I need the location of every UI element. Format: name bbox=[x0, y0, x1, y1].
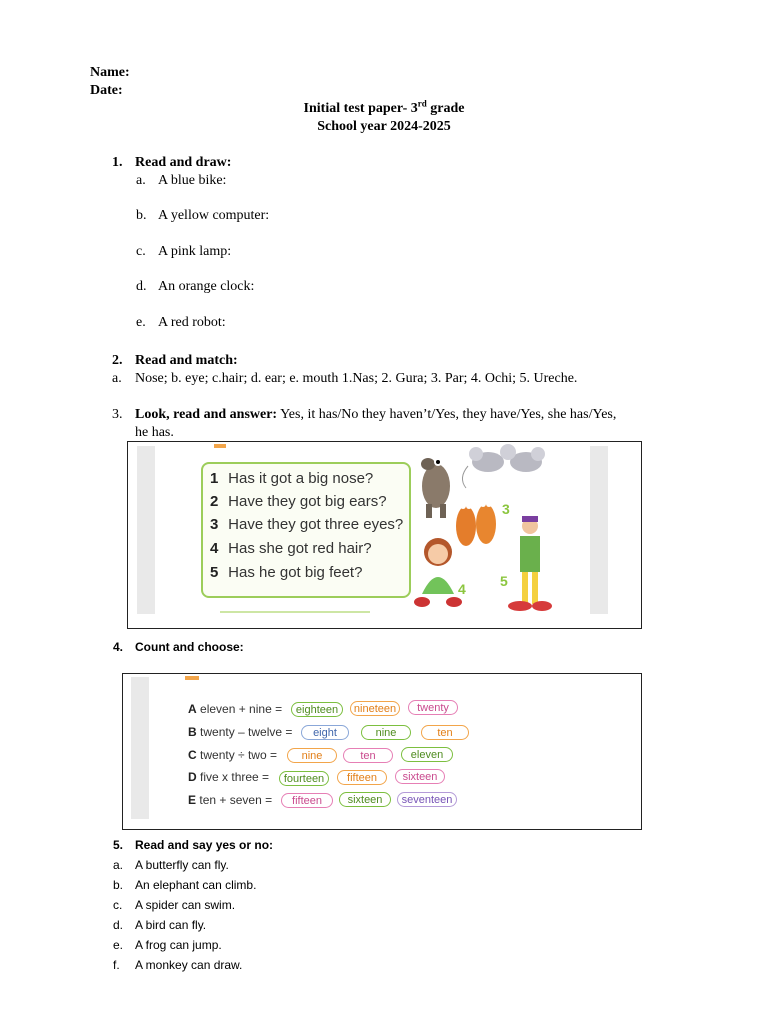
option-a-twenty[interactable]: twenty bbox=[408, 700, 458, 715]
question-2: 2 Have they got big ears? bbox=[210, 493, 387, 510]
task5-item-b: An elephant can climb. bbox=[135, 878, 257, 892]
task1-item-b: A yellow computer: bbox=[158, 208, 270, 223]
task1-number: 1. bbox=[112, 155, 123, 170]
equation-e: E ten + seven = bbox=[188, 793, 273, 807]
task5-number: 5. bbox=[113, 838, 124, 852]
option-d-sixteen[interactable]: sixteen bbox=[395, 769, 445, 784]
task5-item-d: A bird can fly. bbox=[135, 918, 207, 932]
image-edge-left bbox=[131, 677, 149, 819]
task2-text: Nose; b. eye; c.hair; d. ear; e. mouth 1.Nas; 2. Gura; 3. Par; 4. Ochi; 5. Ureche. bbox=[135, 371, 578, 386]
tab-marker bbox=[214, 444, 226, 448]
task2-number: 2. bbox=[112, 353, 123, 368]
image-edge-left bbox=[137, 446, 155, 614]
task1-letter-d: d. bbox=[136, 279, 147, 294]
equation-b: B twenty – twelve = bbox=[188, 725, 293, 739]
task3-title: Look, read and answer: bbox=[135, 407, 278, 422]
orange-creatures-icon bbox=[456, 495, 496, 546]
option-c-eleven[interactable]: eleven bbox=[401, 747, 453, 762]
option-a-nineteen[interactable]: nineteen bbox=[350, 701, 400, 716]
task1-item-c: A pink lamp: bbox=[158, 244, 232, 259]
task5-letter-a: a. bbox=[113, 858, 124, 872]
task5-letter-d: d. bbox=[113, 918, 124, 932]
equation-d: D five x three = bbox=[188, 770, 270, 784]
task1-title: Read and draw: bbox=[135, 155, 232, 170]
page-title: Initial test paper- 3rd grade bbox=[303, 98, 465, 116]
task1-item-a: A blue bike: bbox=[158, 173, 227, 188]
image-edge-right bbox=[590, 446, 608, 614]
task5-item-a: A butterfly can fly. bbox=[135, 858, 229, 872]
task3-answers: Yes, it has/No they haven’t/Yes, they have/Yes, she has/Yes, bbox=[277, 407, 617, 422]
task3-number: 3. bbox=[112, 407, 123, 422]
task3-heading bbox=[135, 407, 616, 423]
task1-letter-e: e. bbox=[136, 315, 146, 330]
option-e-sixteen[interactable]: sixteen bbox=[339, 792, 391, 807]
task5-letter-f: f. bbox=[113, 958, 120, 972]
task5-letter-b: b. bbox=[113, 878, 124, 892]
option-b-eight[interactable]: eight bbox=[301, 725, 349, 740]
option-b-nine[interactable]: nine bbox=[361, 725, 411, 740]
task2-letter: a. bbox=[112, 371, 122, 386]
picture-number-4: 4 bbox=[458, 581, 466, 597]
mice-big-ears-icon bbox=[462, 444, 545, 488]
option-d-fourteen[interactable]: fourteen bbox=[279, 771, 329, 786]
task5-item-e: A frog can jump. bbox=[135, 938, 222, 952]
task1-letter-a: a. bbox=[136, 173, 146, 188]
task2-title: Read and match: bbox=[135, 353, 238, 368]
equation-a: A eleven + nine = bbox=[188, 702, 283, 716]
task1-letter-b: b. bbox=[136, 208, 147, 223]
tab-marker bbox=[185, 676, 199, 680]
option-e-seventeen[interactable]: seventeen bbox=[397, 792, 457, 807]
task5-item-f: A monkey can draw. bbox=[135, 958, 243, 972]
option-b-ten[interactable]: ten bbox=[421, 725, 469, 740]
option-c-nine[interactable]: nine bbox=[287, 748, 337, 763]
task4-title: Count and choose: bbox=[135, 640, 244, 654]
date-label: Date: bbox=[90, 83, 123, 98]
option-c-ten[interactable]: ten bbox=[343, 748, 393, 763]
task1-item-e: A red robot: bbox=[158, 315, 226, 330]
option-d-fifteen[interactable]: fifteen bbox=[337, 770, 387, 785]
picture-number-3: 3 bbox=[502, 501, 510, 517]
underline bbox=[220, 611, 370, 613]
school-year: School year 2024-2025 bbox=[317, 119, 451, 134]
option-e-fifteen[interactable]: fifteen bbox=[281, 793, 333, 808]
task5-letter-c: c. bbox=[113, 898, 123, 912]
girl-red-hair-icon bbox=[414, 538, 462, 607]
equation-c: C twenty ÷ two = bbox=[188, 748, 277, 762]
task5-item-c: A spider can swim. bbox=[135, 898, 236, 912]
task5-title: Read and say yes or no: bbox=[135, 838, 274, 852]
cartoon-illustration bbox=[408, 444, 588, 624]
task3-answers-cont: he has. bbox=[135, 425, 174, 440]
task3-image bbox=[127, 441, 642, 629]
picture-number-5: 5 bbox=[500, 573, 508, 589]
question-5: 5 Has he got big feet? bbox=[210, 564, 363, 581]
task1-item-d: An orange clock: bbox=[158, 279, 255, 294]
creature-big-nose-icon bbox=[421, 458, 450, 518]
question-1: 1 Has it got a big nose? bbox=[210, 470, 374, 487]
task5-letter-e: e. bbox=[113, 938, 124, 952]
man-big-feet-icon bbox=[508, 516, 552, 611]
option-a-eighteen[interactable]: eighteen bbox=[291, 702, 343, 717]
task4-image bbox=[122, 673, 642, 830]
task4-number: 4. bbox=[113, 640, 124, 654]
name-label: Name: bbox=[90, 65, 130, 80]
question-4: 4 Has she got red hair? bbox=[210, 540, 372, 557]
task1-letter-c: c. bbox=[136, 244, 146, 259]
question-3: 3 Have they got three eyes? bbox=[210, 516, 404, 533]
